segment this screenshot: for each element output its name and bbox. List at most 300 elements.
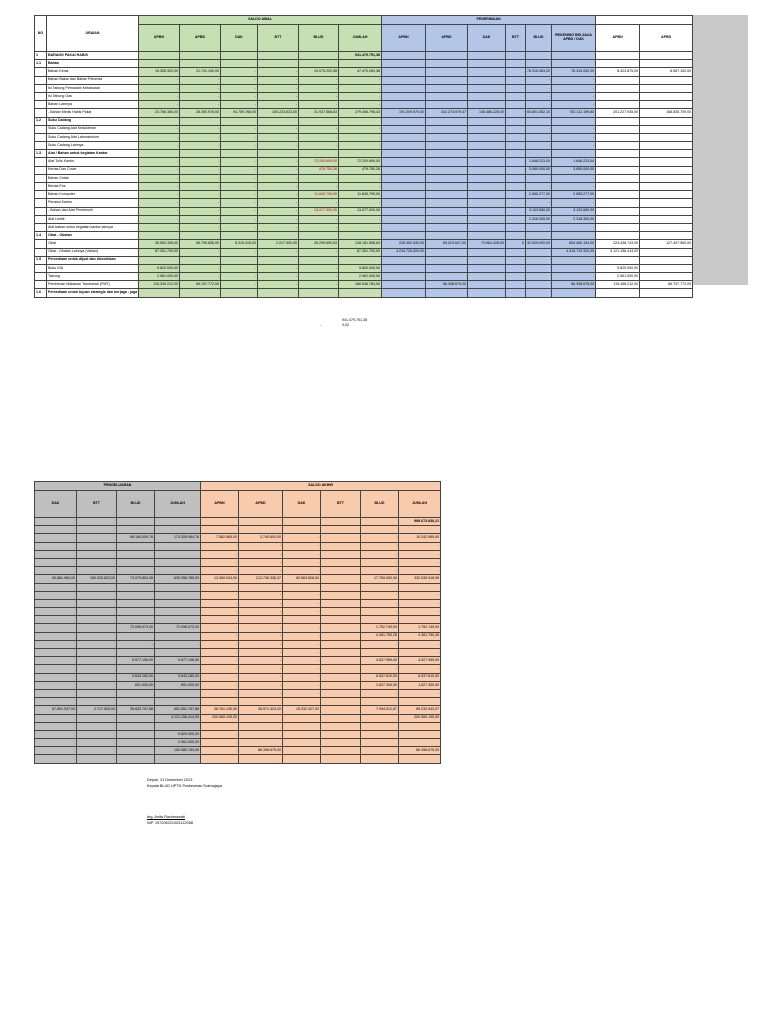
table-cell (201, 583, 239, 591)
table-cell: - (361, 608, 399, 616)
table-cell (640, 150, 693, 158)
table-cell (506, 150, 526, 158)
table-cell (596, 256, 640, 264)
table-cell (77, 681, 117, 689)
table-cell (506, 174, 526, 182)
gray-side-panel (692, 15, 748, 285)
table-cell (640, 273, 693, 281)
table-row (35, 68, 693, 76)
table-cell (155, 518, 201, 526)
saldo-awal-header: SALDO AWAL (139, 16, 382, 25)
table-cell (426, 248, 468, 256)
table-cell (321, 616, 361, 624)
table-cell (35, 632, 77, 640)
table-row (35, 542, 441, 550)
table-cell (596, 52, 640, 60)
table-cell (382, 207, 426, 215)
table-row (35, 240, 693, 248)
table-cell: 7.994.512,87 (361, 706, 399, 714)
table-row (35, 158, 693, 166)
table-cell (180, 232, 221, 240)
table-cell: - (283, 567, 321, 575)
table-cell (155, 591, 201, 599)
table-cell: 2.655.277,00 (526, 191, 552, 199)
table-cell (239, 518, 283, 526)
table-cell: - (221, 264, 258, 272)
table-cell: - (139, 183, 180, 191)
table-cell (321, 739, 361, 747)
table-cell: 1.648.223,00 (552, 158, 596, 166)
table-cell (506, 199, 526, 207)
table-cell (77, 649, 117, 657)
table-row (35, 649, 441, 657)
table-cell (596, 174, 640, 182)
table-cell (506, 133, 526, 141)
table-cell (35, 681, 77, 689)
table-cell (506, 125, 526, 133)
table-cell: - (139, 92, 180, 100)
table-cell: - (221, 207, 258, 215)
table-cell: 4.527.959,00 (399, 657, 441, 665)
table-cell (640, 133, 693, 141)
table-cell (283, 739, 321, 747)
row-no (35, 248, 47, 256)
table-cell (506, 289, 526, 297)
table-cell: - (399, 640, 441, 648)
table-cell (283, 714, 321, 722)
table-cell (596, 191, 640, 199)
col-apbn: APBN (139, 25, 180, 52)
col-dak: DAK (468, 25, 506, 52)
table-cell: - (361, 689, 399, 697)
table-cell (399, 698, 441, 706)
table-cell: - (283, 550, 321, 558)
row-no (35, 174, 47, 182)
table-cell (77, 591, 117, 599)
table-cell (321, 649, 361, 657)
row-no (35, 273, 47, 281)
table-cell: - (399, 567, 441, 575)
table-cell (361, 714, 399, 722)
table-cell (468, 183, 506, 191)
table-cell: 150.220.623,00 (77, 575, 117, 583)
table-cell (139, 232, 180, 240)
table-cell (35, 747, 77, 755)
table-row (35, 591, 441, 599)
table-cell (35, 698, 77, 706)
table-cell (596, 125, 640, 133)
row-uraian: Pemberian Makanan Tambahan (PMT) (47, 281, 139, 289)
table-cell (426, 158, 468, 166)
table-cell: 150.223.623,00 (258, 109, 299, 117)
table-cell (399, 583, 441, 591)
table-row (35, 281, 693, 289)
table-row (35, 248, 693, 256)
table-cell (426, 215, 468, 223)
table-cell: - (258, 133, 299, 141)
table-cell: 2.655.277,00 (552, 191, 596, 199)
table-cell (221, 256, 258, 264)
table-cell (426, 183, 468, 191)
table-row (35, 518, 441, 526)
table-cell: 4.316.719.320,00 (552, 248, 596, 256)
table-cell (258, 232, 299, 240)
table-cell (35, 558, 77, 566)
table-cell: - (239, 657, 283, 665)
table-row (35, 608, 441, 616)
table-cell: 4.381.750,26 (399, 632, 441, 640)
table-row (35, 534, 441, 542)
table-cell (640, 125, 693, 133)
table-cell: - (283, 649, 321, 657)
table-row (35, 215, 693, 223)
table-cell (426, 68, 468, 76)
table-row (35, 142, 693, 150)
table-row (35, 755, 441, 763)
table-cell (382, 150, 426, 158)
table-cell: - (201, 657, 239, 665)
row-uraian: Alat Tulis Kantor (47, 158, 139, 166)
table-row (35, 84, 693, 92)
table-cell (506, 223, 526, 231)
table-cell: 6.537.610,00 (361, 673, 399, 681)
table-cell (506, 68, 526, 76)
table-row (35, 550, 441, 558)
table-cell (361, 583, 399, 591)
table-cell (382, 273, 426, 281)
table-cell (77, 755, 117, 763)
table-cell: - (299, 199, 339, 207)
table-cell (506, 232, 526, 240)
row-no (35, 207, 47, 215)
table-cell: - (399, 558, 441, 566)
table-cell: 8.315.415,00 (221, 240, 258, 248)
table-cell (35, 518, 77, 526)
table-cell (526, 289, 552, 297)
table-cell: - (258, 191, 299, 199)
table-cell: - (180, 158, 221, 166)
saldo-akhir-header: SALDO AKHIR (201, 482, 441, 491)
table-cell: - (221, 174, 258, 182)
table-cell (201, 698, 239, 706)
table-cell: 86.398.675,00 (399, 747, 441, 755)
table-cell: - (221, 84, 258, 92)
table-cell (239, 714, 283, 722)
table-cell (596, 101, 640, 109)
table-cell (35, 722, 77, 730)
table-cell: - (552, 174, 596, 182)
table-cell: 0 (506, 240, 526, 248)
table-cell: - (139, 191, 180, 199)
table-cell: - (299, 142, 339, 150)
table-cell (35, 649, 77, 657)
table-cell: 15.232.327,00 (283, 706, 321, 714)
table-cell: - (526, 76, 552, 84)
table-cell (468, 133, 506, 141)
table-cell (596, 223, 640, 231)
table-cell: 4.527.959,00 (361, 657, 399, 665)
table-cell (321, 632, 361, 640)
table-cell (468, 150, 506, 158)
table-cell (640, 60, 693, 68)
table-row (35, 223, 693, 231)
table-row (35, 133, 693, 141)
table-cell (283, 747, 321, 755)
table-cell: - (299, 273, 339, 281)
table-cell: - (361, 567, 399, 575)
table-cell (640, 101, 693, 109)
table-cell (426, 256, 468, 264)
table-cell (640, 117, 693, 125)
table-cell (77, 518, 117, 526)
table-cell (239, 755, 283, 763)
table-cell: 23.766.380,00 (139, 109, 180, 117)
table-cell: 8.423.875,00 (596, 68, 640, 76)
table-cell (596, 117, 640, 125)
table-cell (506, 101, 526, 109)
table-cell (640, 191, 693, 199)
table-row (35, 567, 441, 575)
table-cell: - (201, 591, 239, 599)
table-cell (506, 52, 526, 60)
table-cell (640, 264, 693, 272)
table-cell: - (139, 125, 180, 133)
table-cell: - (180, 248, 221, 256)
table-cell: - (526, 101, 552, 109)
table-cell: 2.740.800,00 (239, 534, 283, 542)
table-cell: 13.369.034,00 (201, 575, 239, 583)
table-cell (117, 755, 155, 763)
table-cell (382, 92, 426, 100)
table-cell: - (339, 101, 382, 109)
col-apbn: APBN (201, 491, 239, 518)
table-cell (382, 199, 426, 207)
table-cell: - (399, 689, 441, 697)
group-header-row (35, 482, 441, 491)
table-cell (155, 608, 201, 616)
table-cell: - (180, 84, 221, 92)
table-cell: - (258, 273, 299, 281)
table-cell: 8.987.100,00 (640, 68, 693, 76)
row-no (35, 142, 47, 150)
table-cell (117, 558, 155, 566)
table-cell: - (339, 199, 382, 207)
table-cell: 89.232.642,97 (399, 706, 441, 714)
table-cell (468, 248, 506, 256)
table-cell: - (283, 608, 321, 616)
table-cell: 2.717.500,00 (77, 706, 117, 714)
row-no: 1.4 (35, 232, 47, 240)
table-cell: - (283, 534, 321, 542)
table-cell: - (526, 142, 552, 150)
row-uraian: Alat Listrik (47, 215, 139, 223)
table-cell: - (180, 142, 221, 150)
table-cell (506, 92, 526, 100)
table-cell (258, 60, 299, 68)
table-cell: 9.643.180,00 (117, 673, 155, 681)
table-cell: - (180, 174, 221, 182)
table-cell: 89.023.647,00 (426, 240, 468, 248)
table-cell: - (361, 558, 399, 566)
table-cell: - (552, 183, 596, 191)
table-cell: 332.939.918,98 (399, 575, 441, 583)
table-row (35, 681, 441, 689)
table-cell: 73.984.328,00 (468, 240, 506, 248)
row-uraian: Persediaan untuk tujuan strategis dan berjaga - jaga (47, 289, 139, 297)
table-cell: 1.627.300,00 (399, 681, 441, 689)
table-cell: - (361, 599, 399, 607)
table-cell (640, 166, 693, 174)
table-cell: 3.103.680,00 (526, 207, 552, 215)
table-cell: - (180, 133, 221, 141)
table-cell: - (221, 158, 258, 166)
table-cell: 1.648.223,00 (526, 158, 552, 166)
table-cell (640, 199, 693, 207)
table-cell (468, 92, 506, 100)
table-row (35, 632, 441, 640)
row-no (35, 68, 47, 76)
row-uraian: Perabot Kantor (47, 199, 139, 207)
table-cell: - (299, 264, 339, 272)
group-header-row (35, 16, 693, 25)
table-cell (361, 739, 399, 747)
table-cell: - (526, 84, 552, 92)
table-cell (321, 706, 361, 714)
table-cell (382, 84, 426, 92)
table-cell: 3.950.000,00 (526, 166, 552, 174)
table-cell (596, 183, 640, 191)
table-cell: - (139, 133, 180, 141)
table-cell: - (201, 558, 239, 566)
table-row (35, 583, 441, 591)
table-cell (382, 52, 426, 60)
table-row (35, 101, 693, 109)
table-cell (468, 174, 506, 182)
table-cell (35, 714, 77, 722)
inventory-table-right (34, 481, 441, 764)
table-cell: 72.096.073,00 (155, 624, 201, 632)
table-cell (321, 567, 361, 575)
table-cell: - (258, 92, 299, 100)
pengeluaran-header-partial (596, 16, 693, 25)
table-cell: - (180, 207, 221, 215)
table-cell: - (221, 273, 258, 281)
table-cell: - (299, 223, 339, 231)
table-cell (117, 632, 155, 640)
table-cell: - (258, 142, 299, 150)
table-cell (201, 722, 239, 730)
table-cell (382, 133, 426, 141)
table-cell: - (221, 133, 258, 141)
col-btt: BTT (258, 25, 299, 52)
table-row (35, 657, 441, 665)
table-cell (526, 60, 552, 68)
table-cell (77, 526, 117, 534)
table-cell: - (221, 199, 258, 207)
table-cell (77, 632, 117, 640)
table-cell (180, 256, 221, 264)
table-cell: - (180, 125, 221, 133)
table-cell (426, 191, 468, 199)
table-cell: - (239, 599, 283, 607)
table-cell (526, 52, 552, 60)
table-cell: - (552, 125, 596, 133)
table-cell (77, 599, 117, 607)
table-cell: - (299, 92, 339, 100)
table-cell (239, 616, 283, 624)
table-cell (117, 583, 155, 591)
table-cell (506, 142, 526, 150)
table-cell (596, 232, 640, 240)
table-cell: - (258, 183, 299, 191)
table-cell (596, 289, 640, 297)
table-row (35, 76, 693, 84)
table-cell: 78.315.052,20 (552, 68, 596, 76)
table-cell (426, 223, 468, 231)
table-cell (299, 60, 339, 68)
table-cell: - (339, 92, 382, 100)
table-cell (468, 191, 506, 199)
table-cell (596, 207, 640, 215)
totals-line2 (320, 323, 367, 328)
table-cell (221, 117, 258, 125)
table-cell (117, 542, 155, 550)
col-apbd: APBD (180, 25, 221, 52)
table-cell: - (526, 223, 552, 231)
table-cell: 2.961.000,00 (339, 273, 382, 281)
table-cell: - (283, 591, 321, 599)
table-cell: - (552, 76, 596, 84)
row-uraian: Isi Tabung Pemadam Kebakaran (47, 84, 139, 92)
row-no (35, 125, 47, 133)
table-cell (468, 158, 506, 166)
table-cell (382, 60, 426, 68)
row-no (35, 281, 47, 289)
col-apbd: APBD (640, 25, 693, 52)
table-cell (155, 698, 201, 706)
table-cell: - (258, 68, 299, 76)
table-cell: - (552, 264, 596, 272)
table-cell (382, 158, 426, 166)
table-cell: 2.318.300,00 (552, 215, 596, 223)
table-cell (506, 158, 526, 166)
table-cell (321, 747, 361, 755)
table-cell (321, 730, 361, 738)
table-cell: 9.577.106,00 (155, 657, 201, 665)
table-cell (321, 534, 361, 542)
table-cell: - (361, 591, 399, 599)
row-no (35, 133, 47, 141)
table-cell: - (201, 624, 239, 632)
table-cell (321, 591, 361, 599)
table-cell: - (552, 223, 596, 231)
table-cell (35, 550, 77, 558)
table-cell (35, 755, 77, 763)
table-cell: - (239, 550, 283, 558)
table-cell (117, 722, 155, 730)
table-cell (283, 730, 321, 738)
table-cell (426, 52, 468, 60)
table-cell (139, 60, 180, 68)
table-cell: - (283, 632, 321, 640)
table-cell: 479.750,26 (299, 166, 339, 174)
table-cell (382, 264, 426, 272)
table-cell: - (221, 101, 258, 109)
table-cell (321, 722, 361, 730)
table-cell (155, 649, 201, 657)
table-cell (155, 550, 201, 558)
table-cell: - (258, 207, 299, 215)
